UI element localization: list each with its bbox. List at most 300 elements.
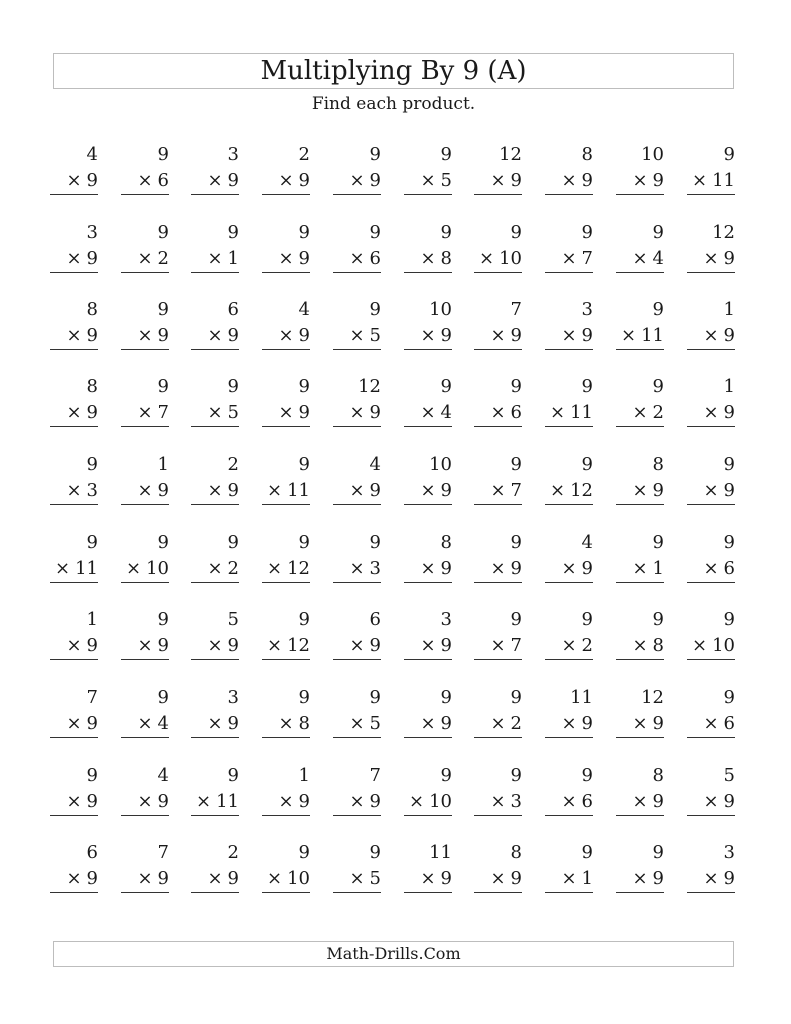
problem-r10-c4 [262, 840, 310, 892]
problem-r2-c8 [545, 220, 593, 272]
times-sign: × [490, 635, 506, 656]
multiplier-line [545, 323, 593, 350]
multiplicand: 9 [298, 454, 310, 475]
multiplier: 6 [510, 402, 522, 423]
multiplicand: 8 [86, 299, 98, 320]
multiplicand: 10 [641, 144, 664, 165]
times-sign: × [66, 791, 82, 812]
multiplicand: 9 [157, 532, 169, 553]
problem-r8-c7 [474, 685, 522, 737]
multiplicand: 3 [227, 144, 239, 165]
multiplier-line [545, 789, 593, 816]
problem-r3-c6 [404, 297, 452, 349]
times-sign: × [66, 480, 82, 501]
problem-r5-c7 [474, 452, 522, 504]
multiplicand: 6 [86, 842, 98, 863]
multiplicand: 9 [510, 609, 522, 630]
problem-r10-c7 [474, 840, 522, 892]
multiplier: 10 [146, 558, 169, 579]
multiplicand: 12 [499, 144, 522, 165]
multiplier: 6 [723, 713, 735, 734]
times-sign: × [550, 480, 566, 501]
times-sign: × [490, 325, 506, 346]
multiplicand: 9 [652, 609, 664, 630]
multiplicand: 9 [157, 609, 169, 630]
multiplier: 8 [298, 713, 310, 734]
times-sign: × [561, 713, 577, 734]
multiplier: 9 [581, 558, 593, 579]
problem-r7-c4 [262, 607, 310, 659]
multiplicand: 9 [86, 532, 98, 553]
multiplier: 9 [510, 325, 522, 346]
multiplier-line [262, 323, 310, 350]
multiplier: 9 [723, 480, 735, 501]
problem-r8-c2 [121, 685, 169, 737]
problem-r1-c1 [50, 142, 98, 194]
times-sign: × [703, 248, 719, 269]
problem-r6-c8 [545, 530, 593, 582]
multiplicand: 2 [227, 842, 239, 863]
multiplier-line [262, 168, 310, 195]
times-sign: × [561, 248, 577, 269]
multiplier-line [262, 400, 310, 427]
problem-r2-c9 [616, 220, 664, 272]
multiplier-line [687, 168, 735, 195]
multiplier: 9 [298, 248, 310, 269]
multiplicand: 9 [298, 532, 310, 553]
problem-r8-c5 [333, 685, 381, 737]
problem-r6-c1 [50, 530, 98, 582]
times-sign: × [267, 635, 283, 656]
multiplier-line [50, 478, 98, 505]
times-sign: × [621, 325, 637, 346]
multiplier: 9 [157, 868, 169, 889]
multiplier-line [191, 478, 239, 505]
multiplier: 11 [570, 402, 593, 423]
multiplicand: 9 [440, 765, 452, 786]
times-sign: × [420, 635, 436, 656]
times-sign: × [349, 558, 365, 579]
multiplier: 11 [75, 558, 98, 579]
problem-r9-c8 [545, 763, 593, 815]
multiplier-line [616, 168, 664, 195]
problem-r5-c8 [545, 452, 593, 504]
multiplicand: 9 [723, 144, 735, 165]
problem-r2-c7 [474, 220, 522, 272]
multiplier: 12 [570, 480, 593, 501]
multiplier-line [262, 633, 310, 660]
multiplicand: 3 [723, 842, 735, 863]
times-sign: × [632, 868, 648, 889]
times-sign: × [207, 868, 223, 889]
problem-r3-c10 [687, 297, 735, 349]
multiplicand: 9 [581, 454, 593, 475]
multiplier-line [191, 556, 239, 583]
multiplier-line [616, 556, 664, 583]
multiplier: 5 [440, 170, 452, 191]
multiplicand: 12 [358, 376, 381, 397]
times-sign: × [632, 480, 648, 501]
problem-r4-c4 [262, 374, 310, 426]
multiplier-line [50, 711, 98, 738]
multiplicand: 1 [723, 299, 735, 320]
multiplier-line [50, 400, 98, 427]
multiplicand: 4 [369, 454, 381, 475]
problem-r6-c4 [262, 530, 310, 582]
times-sign: × [207, 325, 223, 346]
problem-r4-c3 [191, 374, 239, 426]
problem-r10-c6 [404, 840, 452, 892]
multiplicand: 9 [723, 532, 735, 553]
multiplicand: 7 [369, 765, 381, 786]
multiplier: 9 [86, 325, 98, 346]
problem-r2-c4 [262, 220, 310, 272]
times-sign: × [66, 170, 82, 191]
multiplier-line [616, 866, 664, 893]
times-sign: × [703, 480, 719, 501]
multiplier-line [616, 246, 664, 273]
times-sign: × [126, 558, 142, 579]
problem-r10-c10 [687, 840, 735, 892]
multiplier-line [333, 246, 381, 273]
multiplier: 4 [652, 248, 664, 269]
times-sign: × [561, 170, 577, 191]
times-sign: × [692, 635, 708, 656]
multiplicand: 4 [298, 299, 310, 320]
multiplier: 9 [652, 170, 664, 191]
multiplicand: 3 [581, 299, 593, 320]
multiplicand: 9 [369, 144, 381, 165]
multiplier-line [687, 478, 735, 505]
multiplicand: 9 [723, 687, 735, 708]
times-sign: × [267, 558, 283, 579]
multiplicand: 2 [298, 144, 310, 165]
multiplicand: 9 [723, 454, 735, 475]
multiplier: 6 [369, 248, 381, 269]
multiplier: 9 [440, 558, 452, 579]
multiplier-line [404, 168, 452, 195]
multiplier: 9 [227, 325, 239, 346]
multiplicand: 9 [652, 299, 664, 320]
times-sign: × [703, 713, 719, 734]
multiplier: 5 [369, 325, 381, 346]
problem-r2-c5 [333, 220, 381, 272]
multiplier-line [191, 246, 239, 273]
multiplier-line [121, 323, 169, 350]
times-sign: × [207, 635, 223, 656]
multiplier-line [262, 711, 310, 738]
multiplier-line [50, 789, 98, 816]
multiplicand: 9 [440, 144, 452, 165]
times-sign: × [420, 558, 436, 579]
times-sign: × [479, 248, 495, 269]
times-sign: × [278, 402, 294, 423]
multiplier: 9 [227, 480, 239, 501]
multiplier: 9 [723, 248, 735, 269]
multiplier: 9 [157, 635, 169, 656]
multiplier-line [333, 478, 381, 505]
problem-r4-c2 [121, 374, 169, 426]
multiplicand: 12 [712, 222, 735, 243]
multiplier-line [545, 168, 593, 195]
times-sign: × [137, 791, 153, 812]
multiplier: 3 [369, 558, 381, 579]
multiplier: 9 [227, 868, 239, 889]
times-sign: × [490, 558, 506, 579]
multiplicand: 12 [641, 687, 664, 708]
times-sign: × [420, 248, 436, 269]
multiplier-line [545, 400, 593, 427]
multiplier: 1 [581, 868, 593, 889]
multiplier-line [404, 400, 452, 427]
multiplier: 9 [298, 325, 310, 346]
multiplicand: 9 [652, 222, 664, 243]
multiplicand: 9 [369, 687, 381, 708]
problem-r5-c3 [191, 452, 239, 504]
problem-r2-c3 [191, 220, 239, 272]
problem-r7-c6 [404, 607, 452, 659]
multiplier: 8 [440, 248, 452, 269]
problem-r6-c10 [687, 530, 735, 582]
multiplier-line [404, 866, 452, 893]
multiplicand: 5 [227, 609, 239, 630]
problem-r6-c3 [191, 530, 239, 582]
problem-r8-c8 [545, 685, 593, 737]
problem-r8-c1 [50, 685, 98, 737]
times-sign: × [561, 868, 577, 889]
multiplier-line [404, 711, 452, 738]
multiplicand: 2 [227, 454, 239, 475]
times-sign: × [349, 868, 365, 889]
times-sign: × [490, 791, 506, 812]
times-sign: × [349, 170, 365, 191]
times-sign: × [137, 248, 153, 269]
multiplier-line [687, 711, 735, 738]
times-sign: × [137, 170, 153, 191]
problem-r1-c4 [262, 142, 310, 194]
multiplicand: 9 [227, 222, 239, 243]
problem-r3-c4 [262, 297, 310, 349]
times-sign: × [207, 480, 223, 501]
multiplier: 12 [287, 635, 310, 656]
times-sign: × [692, 170, 708, 191]
problem-r1-c9 [616, 142, 664, 194]
multiplier: 9 [723, 791, 735, 812]
multiplicand: 9 [157, 376, 169, 397]
multiplier-line [616, 789, 664, 816]
multiplicand: 9 [652, 842, 664, 863]
times-sign: × [137, 325, 153, 346]
multiplicand: 8 [652, 454, 664, 475]
multiplier: 6 [157, 170, 169, 191]
times-sign: × [420, 480, 436, 501]
multiplier: 10 [429, 791, 452, 812]
multiplicand: 5 [723, 765, 735, 786]
problem-r8-c10 [687, 685, 735, 737]
multiplier: 9 [581, 325, 593, 346]
problem-r4-c10 [687, 374, 735, 426]
problem-r9-c4 [262, 763, 310, 815]
multiplier-line [121, 246, 169, 273]
multiplicand: 9 [581, 842, 593, 863]
worksheet-instructions: Find each product. [311, 94, 476, 114]
multiplier: 2 [227, 558, 239, 579]
times-sign: × [207, 402, 223, 423]
multiplicand: 10 [429, 299, 452, 320]
times-sign: × [490, 402, 506, 423]
times-sign: × [349, 791, 365, 812]
problem-r1-c8 [545, 142, 593, 194]
multiplicand: 9 [723, 609, 735, 630]
multiplicand: 8 [440, 532, 452, 553]
times-sign: × [420, 170, 436, 191]
multiplier: 9 [369, 791, 381, 812]
multiplier: 9 [440, 713, 452, 734]
multiplier: 9 [723, 402, 735, 423]
multiplier-line [50, 633, 98, 660]
multiplier: 10 [712, 635, 735, 656]
times-sign: × [349, 635, 365, 656]
times-sign: × [561, 325, 577, 346]
multiplier: 9 [369, 170, 381, 191]
multiplier: 5 [227, 402, 239, 423]
problem-r10-c8 [545, 840, 593, 892]
multiplier: 9 [298, 170, 310, 191]
multiplier: 4 [440, 402, 452, 423]
multiplicand: 9 [298, 609, 310, 630]
multiplier-line [333, 789, 381, 816]
problem-r5-c10 [687, 452, 735, 504]
problem-r1-c10 [687, 142, 735, 194]
multiplier-line [333, 168, 381, 195]
multiplier-line [687, 246, 735, 273]
multiplier-line [50, 323, 98, 350]
problem-r6-c6 [404, 530, 452, 582]
problem-r7-c8 [545, 607, 593, 659]
worksheet-title: Multiplying By 9 (A) [260, 56, 527, 86]
problem-r7-c10 [687, 607, 735, 659]
multiplicand: 9 [369, 299, 381, 320]
multiplier-line [121, 633, 169, 660]
times-sign: × [66, 635, 82, 656]
problem-r1-c7 [474, 142, 522, 194]
multiplier: 7 [581, 248, 593, 269]
multiplier-line [545, 246, 593, 273]
multiplier-line [191, 866, 239, 893]
multiplier: 11 [216, 791, 239, 812]
multiplier-line [333, 323, 381, 350]
multiplicand: 9 [369, 532, 381, 553]
times-sign: × [490, 170, 506, 191]
problem-r9-c6 [404, 763, 452, 815]
multiplier: 9 [440, 325, 452, 346]
multiplier: 7 [510, 635, 522, 656]
multiplier-line [404, 633, 452, 660]
times-sign: × [561, 558, 577, 579]
multiplier-line [404, 556, 452, 583]
multiplier: 9 [157, 325, 169, 346]
problem-r9-c1 [50, 763, 98, 815]
problem-r5-c2 [121, 452, 169, 504]
multiplier: 11 [712, 170, 735, 191]
problem-r7-c2 [121, 607, 169, 659]
times-sign: × [409, 791, 425, 812]
multiplier: 3 [510, 791, 522, 812]
multiplicand: 9 [369, 222, 381, 243]
multiplier-line [121, 556, 169, 583]
times-sign: × [420, 325, 436, 346]
times-sign: × [349, 325, 365, 346]
problem-r8-c9 [616, 685, 664, 737]
problem-r5-c1 [50, 452, 98, 504]
multiplicand: 9 [86, 765, 98, 786]
multiplicand: 9 [510, 454, 522, 475]
times-sign: × [278, 170, 294, 191]
times-sign: × [137, 480, 153, 501]
multiplicand: 11 [429, 842, 452, 863]
multiplier-line [616, 711, 664, 738]
problem-r3-c5 [333, 297, 381, 349]
multiplier-line [687, 789, 735, 816]
times-sign: × [207, 170, 223, 191]
multiplier: 10 [499, 248, 522, 269]
multiplier: 3 [86, 480, 98, 501]
times-sign: × [632, 791, 648, 812]
multiplier: 1 [652, 558, 664, 579]
multiplier: 9 [723, 868, 735, 889]
problem-r2-c1 [50, 220, 98, 272]
problem-r10-c9 [616, 840, 664, 892]
multiplier-line [191, 323, 239, 350]
times-sign: × [703, 402, 719, 423]
times-sign: × [703, 868, 719, 889]
multiplier-line [474, 633, 522, 660]
multiplier: 9 [652, 868, 664, 889]
problem-r3-c3 [191, 297, 239, 349]
multiplicand: 7 [157, 842, 169, 863]
multiplicand: 9 [510, 222, 522, 243]
problem-r8-c3 [191, 685, 239, 737]
problem-r10-c3 [191, 840, 239, 892]
multiplier-line [404, 323, 452, 350]
multiplier-line [474, 246, 522, 273]
multiplier-line [191, 633, 239, 660]
problem-r2-c10 [687, 220, 735, 272]
multiplier: 9 [86, 713, 98, 734]
multiplier: 9 [369, 635, 381, 656]
multiplier-line [262, 478, 310, 505]
footer-box [53, 941, 734, 967]
multiplicand: 9 [510, 532, 522, 553]
problem-r9-c7 [474, 763, 522, 815]
multiplier-line [474, 789, 522, 816]
multiplier-line [50, 556, 98, 583]
multiplier: 4 [157, 713, 169, 734]
times-sign: × [703, 325, 719, 346]
times-sign: × [490, 713, 506, 734]
multiplier: 9 [581, 713, 593, 734]
multiplicand: 1 [723, 376, 735, 397]
times-sign: × [349, 402, 365, 423]
multiplier: 2 [157, 248, 169, 269]
problem-r7-c1 [50, 607, 98, 659]
times-sign: × [561, 791, 577, 812]
multiplier-line [191, 711, 239, 738]
multiplier: 11 [287, 480, 310, 501]
times-sign: × [420, 713, 436, 734]
multiplier-line [262, 866, 310, 893]
problem-r5-c6 [404, 452, 452, 504]
